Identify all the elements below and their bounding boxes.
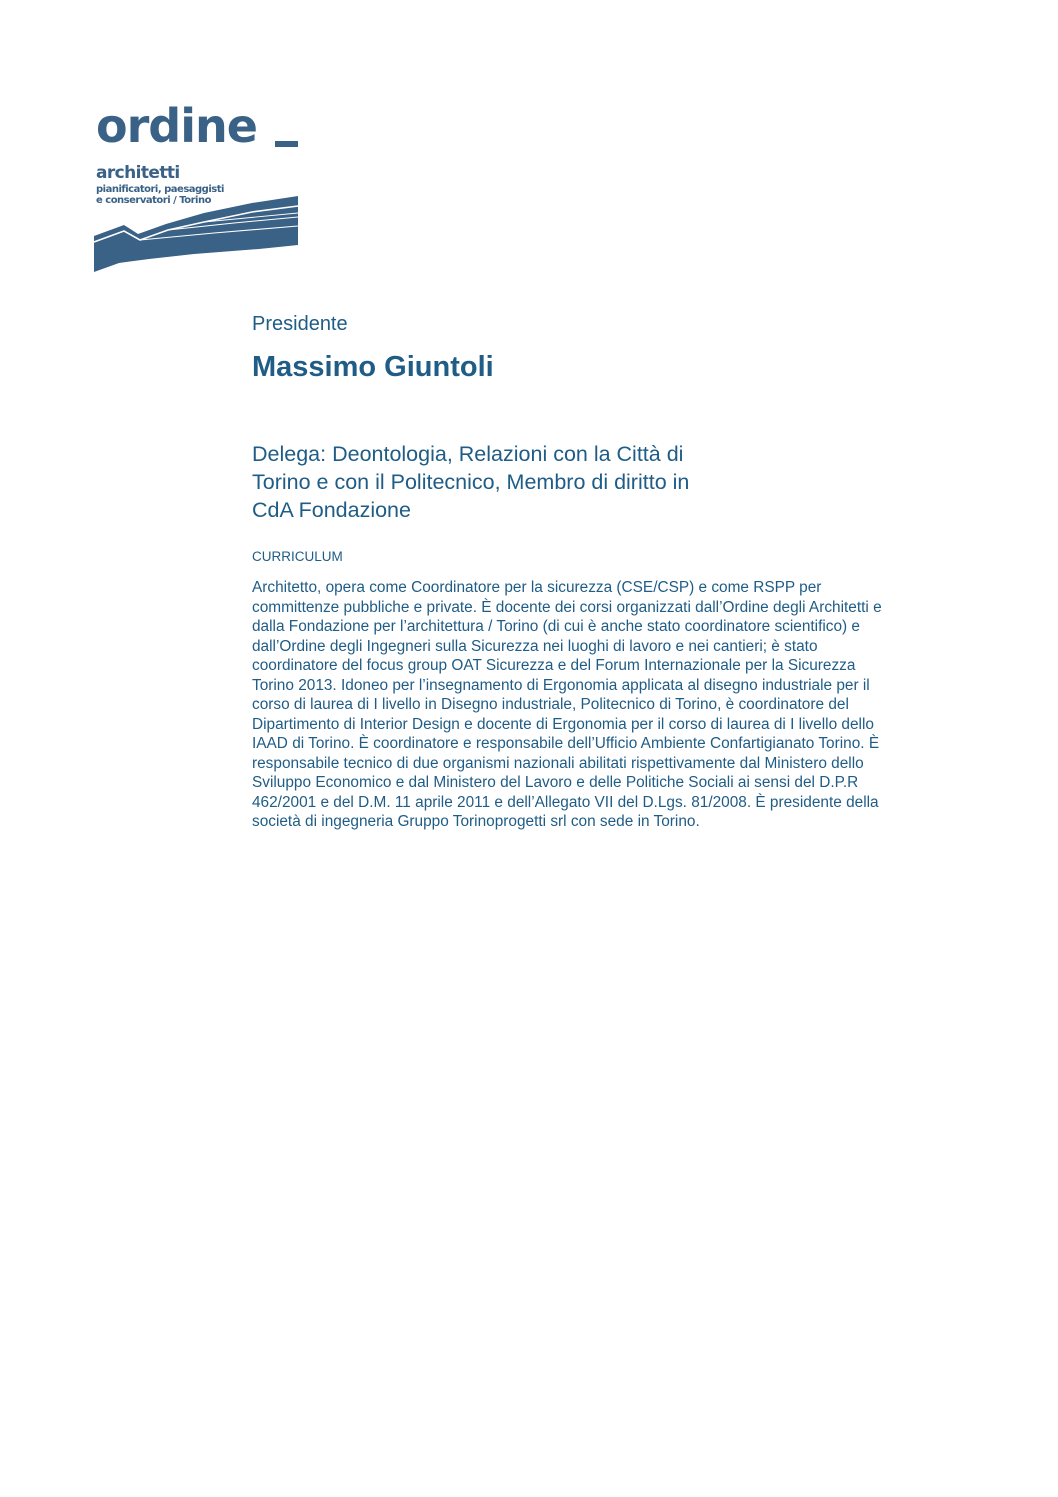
curriculum-line: Dipartimento di Interior Design e docente di Ergonomia per il corso di laurea di I livello dello <box>252 715 874 733</box>
person-name: Massimo Giuntoli <box>252 351 494 383</box>
curriculum-line: 462/2001 e del D.M. 11 aprile 2011 e dell’Allegato VII del D.Lgs. 81/2008. È presidente della <box>252 793 879 811</box>
curriculum-line: IAAD di Torino. È coordinatore e responsabile dell’Ufficio Ambiente Confartigianato Torino. È <box>252 735 880 752</box>
curriculum-line: Architetto, opera come Coordinatore per la sicurezza (CSE/CSP) e come RSPP per <box>252 579 822 596</box>
curriculum-line: dalla Fondazione per l’architettura / Torino (di cui è anche stato coordinatore scientifico) e <box>252 618 860 635</box>
curriculum-line: committenze pubbliche e private. È docente dei corsi organizzati dall’Ordine degli Architetti e <box>252 598 882 616</box>
curriculum-line: Torino 2013. Idoneo per l’insegnamento di Ergonomia applicata al disegno industriale per il <box>252 676 870 694</box>
logo-dash <box>275 141 298 147</box>
logo-tagline-line: pianificatori, paesaggisti <box>96 184 224 195</box>
curriculum-line: dall’Ordine degli Ingegneri sulla Sicurezza nei luoghi di lavoro e nei cantieri; è stato <box>252 637 818 655</box>
role-label: Presidente <box>252 313 348 335</box>
delega-line: Torino e con il Politecnico, Membro di diritto in <box>252 470 690 494</box>
curriculum-line: coordinatore del focus group OAT Sicurezza e del Forum Internazionale per la Sicurezza <box>252 657 856 674</box>
curriculum-line: responsabile tecnico di due organismi nazionali abilitati rispettivamente dal Ministero dello <box>252 754 864 772</box>
logo-tagline-line: e conservatori / Torino <box>96 195 211 206</box>
curriculum-text <box>252 578 952 832</box>
curriculum-heading: CURRICULUM <box>252 549 343 564</box>
curriculum-line: corso di laurea di I livello in Disegno industriale, Politecnico di Torino, è coordinatore del <box>252 696 849 713</box>
delega-line: CdA Fondazione <box>252 498 411 522</box>
curriculum-line: società di ingegneria Gruppo Torinoprogetti srl con sede in Torino. <box>252 813 700 830</box>
delega-block <box>252 440 772 524</box>
curriculum-line: Sviluppo Economico e dal Ministero del Lavoro e delle Politiche Sociali ai sensi del D.P.R <box>252 774 859 791</box>
logo-mountain-mark-icon <box>94 196 306 276</box>
delega-line: Delega: Deontologia, Relazioni con la Città di <box>252 442 684 466</box>
logo-wordmark: ordine <box>96 99 257 153</box>
logo-subtitle: architetti <box>96 163 180 183</box>
ordine-architetti-logo <box>94 100 306 275</box>
